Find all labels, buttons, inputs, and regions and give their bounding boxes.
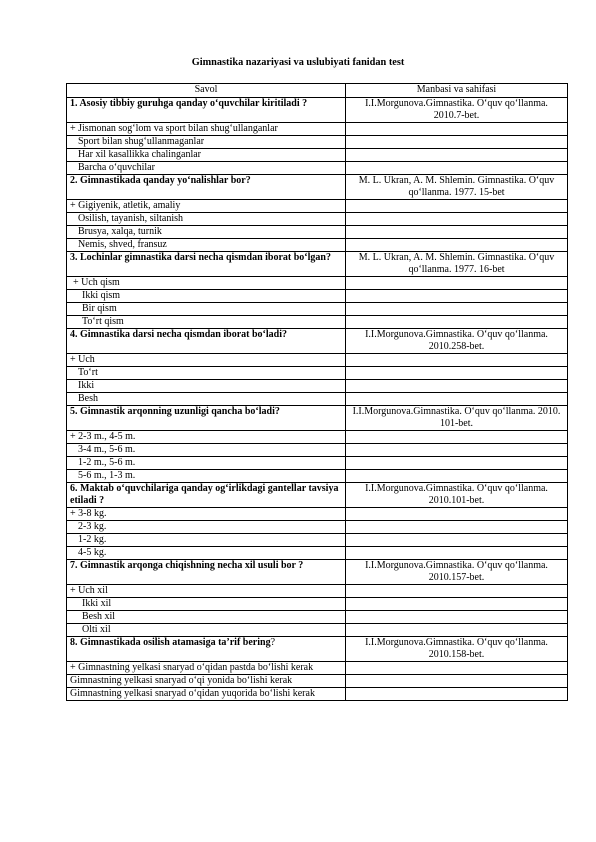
answer-row <box>67 162 568 175</box>
answer-option: Sport bilan shug‘ullanmaganlar <box>67 136 346 149</box>
empty-cell <box>346 200 568 213</box>
answer-option: Gimnastning yelkasi snaryad o‘qidan yuqorida bo‘lishi kerak <box>67 688 346 701</box>
question-source: I.I.Morgunova.Gimnastika. O‘quv qo‘llanma. 2010.157-bet. <box>346 560 568 585</box>
empty-cell <box>346 136 568 149</box>
answer-row <box>67 444 568 457</box>
answer-row <box>67 393 568 406</box>
question-source: I.I.Morgunova.Gimnastika. O‘quv qo‘llanma. 2010.7-bet. <box>346 98 568 123</box>
empty-cell <box>346 547 568 560</box>
empty-cell <box>346 393 568 406</box>
answer-row <box>67 123 568 136</box>
answer-option: + Uch qism <box>67 277 346 290</box>
empty-cell <box>346 431 568 444</box>
empty-cell <box>346 470 568 483</box>
empty-cell <box>346 457 568 470</box>
question-row <box>67 560 568 585</box>
test-table <box>66 83 568 701</box>
table-header-row <box>67 84 568 98</box>
answer-option: Olti xil <box>67 624 346 637</box>
empty-cell <box>346 675 568 688</box>
empty-cell <box>346 367 568 380</box>
answer-option: Bir qism <box>67 303 346 316</box>
answer-option: 2-3 kg. <box>67 521 346 534</box>
empty-cell <box>346 508 568 521</box>
answer-row <box>67 457 568 470</box>
question-text: 6. Maktab o‘quvchilariga qanday og‘irlikdagi gantellar tavsiya etiladi ? <box>67 483 346 508</box>
answer-option: + Uch xil <box>67 585 346 598</box>
answer-row <box>67 547 568 560</box>
answer-row <box>67 688 568 701</box>
empty-cell <box>346 521 568 534</box>
answer-row <box>67 624 568 637</box>
question-text: 4. Gimnastika darsi necha qismdan iborat bo‘ladi? <box>67 329 346 354</box>
answer-option: To‘rt <box>67 367 346 380</box>
answer-option: Har xil kasallikka chalinganlar <box>67 149 346 162</box>
answer-row <box>67 136 568 149</box>
empty-cell <box>346 290 568 303</box>
answer-row <box>67 380 568 393</box>
answer-option: 1-2 kg. <box>67 534 346 547</box>
question-row <box>67 483 568 508</box>
answer-option: Brusya, xalqa, turnik <box>67 226 346 239</box>
empty-cell <box>346 239 568 252</box>
empty-cell <box>346 316 568 329</box>
answer-row <box>67 226 568 239</box>
empty-cell <box>346 354 568 367</box>
question-source: I.I.Morgunova.Gimnastika. O‘quv qo‘llanma. 2010.101-bet. <box>346 483 568 508</box>
question-text-tail: ? <box>270 637 276 648</box>
answer-option: Besh xil <box>67 611 346 624</box>
question-text: 1. Asosiy tibbiy guruhga qanday o‘quvchilar kiritiladi ? <box>67 98 346 123</box>
answer-row <box>67 662 568 675</box>
answer-row <box>67 611 568 624</box>
question-text: 3. Lochinlar gimnastika darsi necha qismdan iborat bo‘lgan? <box>67 252 346 277</box>
empty-cell <box>346 585 568 598</box>
answer-row <box>67 149 568 162</box>
question-text: 2. Gimnastikada qanday yo‘nalishlar bor? <box>67 175 346 200</box>
answer-option: + Jismonan sog‘lom va sport bilan shug‘ullanganlar <box>67 123 346 136</box>
answer-row <box>67 290 568 303</box>
answer-option: + Gigiyenik, atletik, amaliy <box>67 200 346 213</box>
answer-row <box>67 598 568 611</box>
answer-row <box>67 277 568 290</box>
empty-cell <box>346 662 568 675</box>
answer-option: To‘rt qism <box>67 316 346 329</box>
answer-option: Gimnastning yelkasi snaryad o‘qi yonida bo‘lishi kerak <box>67 675 346 688</box>
question-row <box>67 98 568 123</box>
empty-cell <box>346 303 568 316</box>
answer-option: Besh <box>67 393 346 406</box>
answer-row <box>67 431 568 444</box>
question-text: 5. Gimnastik arqonning uzunligi qancha bo‘ladi? <box>67 406 346 431</box>
answer-option: 1-2 m., 5-6 m. <box>67 457 346 470</box>
question-row <box>67 175 568 200</box>
answer-option: Ikki qism <box>67 290 346 303</box>
answer-row <box>67 675 568 688</box>
source-column-header: Manbasi va sahifasi <box>346 84 568 98</box>
empty-cell <box>346 688 568 701</box>
empty-cell <box>346 149 568 162</box>
answer-row <box>67 470 568 483</box>
answer-option: 5-6 m., 1-3 m. <box>67 470 346 483</box>
empty-cell <box>346 380 568 393</box>
answer-row <box>67 367 568 380</box>
empty-cell <box>346 162 568 175</box>
answer-option: + Gimnastning yelkasi snaryad o‘qidan pastda bo‘lishi kerak <box>67 662 346 675</box>
answer-row <box>67 200 568 213</box>
answer-row <box>67 521 568 534</box>
answer-option: Barcha o‘quvchilar <box>67 162 346 175</box>
answer-row <box>67 354 568 367</box>
empty-cell <box>346 123 568 136</box>
question-source: I.I.Morgunova.Gimnastika. O‘quv qo‘llanma. 2010.158-bet. <box>346 637 568 662</box>
document-title: Gimnastika nazariyasi va uslubiyati fanidan test <box>191 57 405 68</box>
answer-row <box>67 508 568 521</box>
answer-option: Ikki xil <box>67 598 346 611</box>
empty-cell <box>346 534 568 547</box>
answer-row <box>67 316 568 329</box>
empty-cell <box>346 213 568 226</box>
answer-option: + 2-3 m., 4-5 m. <box>67 431 346 444</box>
question-text-bold: 8. Gimnastikada osilish atamasiga ta’rif bering <box>70 637 271 648</box>
question-source: I.I.Morgunova.Gimnastika. O‘quv qo‘llanma. 2010.258-bet. <box>346 329 568 354</box>
answer-row <box>67 239 568 252</box>
empty-cell <box>346 624 568 637</box>
question-row <box>67 329 568 354</box>
empty-cell <box>346 226 568 239</box>
answer-option: + Uch <box>67 354 346 367</box>
answer-row <box>67 585 568 598</box>
answer-row <box>67 303 568 316</box>
empty-cell <box>346 611 568 624</box>
question-row <box>67 406 568 431</box>
answer-option: Nemis, shved, fransuz <box>67 239 346 252</box>
answer-option: Osilish, tayanish, siltanish <box>67 213 346 226</box>
question-column-header: Savol <box>67 84 346 98</box>
question-text <box>67 637 346 662</box>
answer-row <box>67 534 568 547</box>
question-source: M. L. Ukran, A. M. Shlemin. Gimnastika. O‘quv qo‘llanma. 1977. 15-bet <box>346 175 568 200</box>
question-row <box>67 637 568 662</box>
question-source: M. L. Ukran, A. M. Shlemin. Gimnastika. O‘quv qo‘llanma. 1977. 16-bet <box>346 252 568 277</box>
answer-option: Ikki <box>67 380 346 393</box>
answer-option: 4-5 kg. <box>67 547 346 560</box>
question-row <box>67 252 568 277</box>
empty-cell <box>346 277 568 290</box>
empty-cell <box>346 444 568 457</box>
question-source: I.I.Morgunova.Gimnastika. O‘quv qo‘llanma. 2010. 101-bet. <box>346 406 568 431</box>
empty-cell <box>346 598 568 611</box>
question-text: 7. Gimnastik arqonga chiqishning necha xil usuli bor ? <box>67 560 346 585</box>
answer-option: 3-4 m., 5-6 m. <box>67 444 346 457</box>
answer-row <box>67 213 568 226</box>
answer-option: + 3-8 kg. <box>67 508 346 521</box>
